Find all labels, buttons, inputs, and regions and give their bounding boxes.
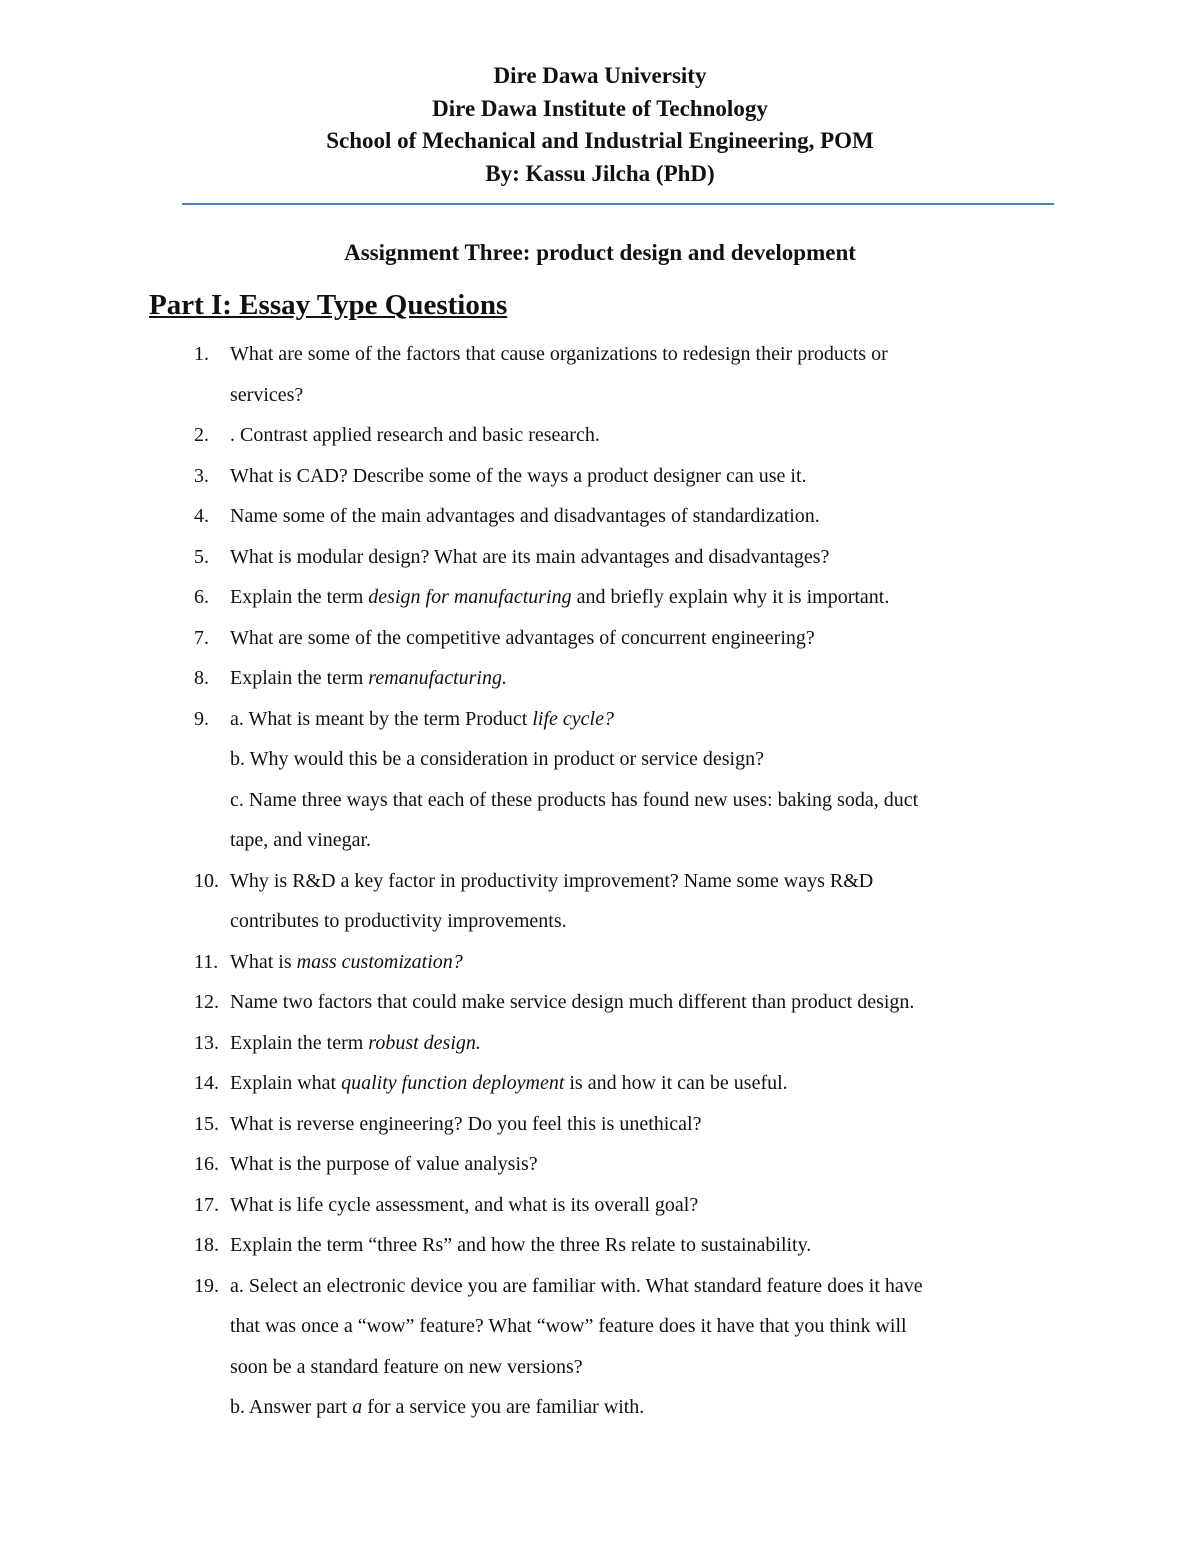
text-run: Explain the term [230, 586, 369, 608]
question-number: 4. [194, 505, 209, 527]
assignment-title: Assignment Three: product design and development [344, 240, 856, 265]
question-7 [0, 618, 1200, 659]
question-number: 3. [194, 464, 209, 487]
question-subpart: c. Name three ways that each of these products has found new uses: baking soda, duct [230, 788, 919, 811]
question-number: 12. [194, 991, 219, 1013]
text-run: is and how it can be useful. [564, 1072, 788, 1094]
question-text: What is modular design? What are its main advantages and disadvantages? [230, 545, 830, 568]
question-19 [0, 1266, 1200, 1428]
question-16 [0, 1144, 1200, 1185]
question-number: 11. [194, 950, 219, 973]
question-subpart: b. Why would this be a consideration in product or service design? [230, 748, 764, 770]
question-text [230, 1023, 1200, 1064]
question-1 [0, 334, 1200, 415]
question-text: What is reverse engineering? Do you feel this is unethical? [230, 1112, 702, 1135]
question-11 [0, 942, 1200, 983]
question-text [230, 942, 1200, 983]
italic-term: design for manufacturing [368, 586, 572, 608]
question-number: 9. [194, 707, 209, 730]
school-name: School of Mechanical and Industrial Engineering, POM [326, 128, 874, 153]
institute-name: Dire Dawa Institute of Technology [432, 95, 768, 121]
question-number: 5. [194, 545, 209, 568]
question-number: 17. [194, 1193, 219, 1216]
italic-term: remanufacturing. [368, 667, 507, 689]
text-run: Explain the term [230, 667, 369, 689]
question-text: What is the purpose of value analysis? [230, 1153, 538, 1175]
question-number: 2. [194, 424, 209, 446]
document-header [0, 60, 1200, 190]
question-9 [0, 699, 1200, 861]
question-text [230, 658, 1200, 699]
question-subpart: tape, and vinegar. [230, 829, 372, 851]
question-5 [0, 537, 1200, 578]
text-run: Explain the term [230, 1031, 369, 1054]
question-number: 16. [194, 1153, 219, 1175]
question-text: What are some of the factors that cause organizations to redesign their products or [230, 343, 888, 365]
question-3 [0, 456, 1200, 497]
text-run: b. Answer part [230, 1396, 353, 1418]
question-2 [0, 415, 1200, 456]
question-text: What is life cycle assessment, and what is its overall goal? [230, 1193, 699, 1216]
question-10 [0, 861, 1200, 942]
author-line: By: Kassu Jilcha (PhD) [485, 160, 715, 186]
question-text [230, 577, 1200, 618]
university-name: Dire Dawa University [493, 63, 707, 88]
question-number: 15. [194, 1112, 219, 1135]
question-number: 13. [194, 1031, 219, 1054]
italic-term: a [352, 1396, 363, 1418]
question-number: 8. [194, 667, 209, 689]
question-number: 6. [194, 586, 209, 608]
question-number: 10. [194, 869, 219, 892]
question-text: that was once a “wow” feature? What “wow” feature does it have that you think will [230, 1315, 907, 1337]
header-divider [182, 203, 1054, 205]
question-text [230, 699, 1200, 740]
question-15 [0, 1104, 1200, 1145]
question-text [230, 1063, 1200, 1104]
question-subpart [230, 1387, 1200, 1428]
italic-term: mass customization? [296, 950, 463, 973]
italic-term: life cycle? [532, 707, 614, 730]
text-run: for a service you are familiar with. [362, 1396, 645, 1418]
question-number: 18. [194, 1234, 219, 1256]
question-text: Name some of the main advantages and disadvantages of standardization. [230, 505, 820, 527]
question-6 [0, 577, 1200, 618]
question-4 [0, 496, 1200, 537]
text-run: a. What is meant by the term Product [230, 707, 533, 730]
text-run: Explain what [230, 1072, 342, 1094]
question-number: 7. [194, 626, 209, 649]
question-text: a. Select an electronic device you are familiar with. What standard feature does it have [230, 1274, 923, 1297]
question-17 [0, 1185, 1200, 1226]
part-title: Part I: Essay Type Questions [149, 289, 508, 321]
question-list [0, 334, 1200, 1428]
question-14 [0, 1063, 1200, 1104]
question-number: 14. [194, 1072, 219, 1094]
italic-term: quality function deployment [341, 1072, 565, 1094]
question-text: services? [230, 383, 304, 406]
question-12 [0, 982, 1200, 1023]
question-text: Name two factors that could make service design much different than product design. [230, 991, 915, 1013]
question-text: contributes to productivity improvements. [230, 910, 567, 932]
question-text: What are some of the competitive advantages of concurrent engineering? [230, 626, 815, 649]
question-18 [0, 1225, 1200, 1266]
text-run: and briefly explain why it is important. [571, 586, 890, 608]
question-number: 1. [194, 343, 209, 365]
question-13 [0, 1023, 1200, 1064]
question-text: . Contrast applied research and basic research. [230, 424, 600, 446]
question-text: Explain the term “three Rs” and how the three Rs relate to sustainability. [230, 1234, 812, 1256]
question-text: What is CAD? Describe some of the ways a product designer can use it. [230, 464, 807, 487]
question-text: soon be a standard feature on new versions? [230, 1355, 583, 1378]
question-text: Why is R&D a key factor in productivity improvement? Name some ways R&D [230, 869, 874, 892]
text-run: What is [230, 950, 297, 973]
question-8 [0, 658, 1200, 699]
question-number: 19. [194, 1274, 219, 1297]
italic-term: robust design. [368, 1031, 481, 1054]
